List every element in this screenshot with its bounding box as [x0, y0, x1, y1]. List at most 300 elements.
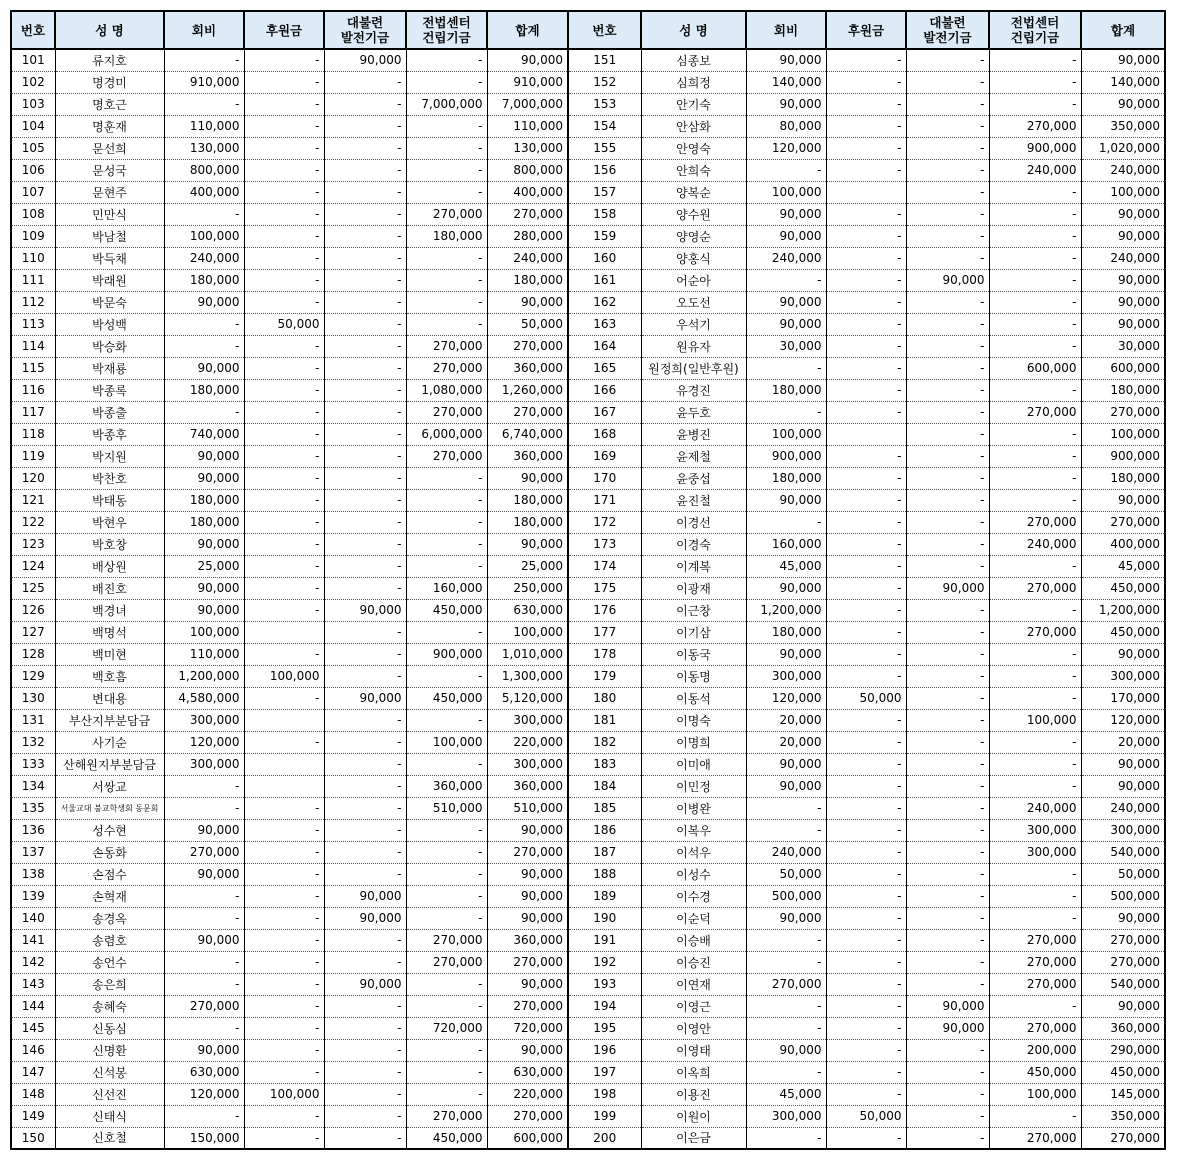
cell-no: 178 — [568, 643, 641, 665]
cell-name: 박종출 — [55, 401, 164, 423]
cell-name: 송언수 — [55, 951, 164, 973]
cell-fund1: - — [324, 511, 406, 533]
header-donation: 후원금 — [826, 11, 906, 49]
cell-total: 145,000 — [1081, 1083, 1165, 1105]
cell-no: 106 — [11, 159, 55, 181]
cell-total: 600,000 — [487, 1127, 568, 1149]
cell-fee: - — [164, 203, 244, 225]
cell-fee: - — [746, 159, 826, 181]
cell-fund1: - — [906, 159, 989, 181]
cell-total: 360,000 — [487, 775, 568, 797]
cell-fee: 90,000 — [746, 49, 826, 71]
cell-donation: - — [244, 357, 324, 379]
cell-no: 157 — [568, 181, 641, 203]
cell-fund2: 450,000 — [406, 1127, 487, 1149]
cell-total: 540,000 — [1081, 973, 1165, 995]
cell-total: 120,000 — [1081, 709, 1165, 731]
cell-donation: - — [826, 1039, 906, 1061]
table-row — [11, 71, 1165, 93]
cell-name: 이동명 — [641, 665, 746, 687]
cell-name: 손혁재 — [55, 885, 164, 907]
cell-fee: 1,200,000 — [164, 665, 244, 687]
cell-fund1: - — [324, 401, 406, 423]
cell-fund2: 450,000 — [989, 1061, 1081, 1083]
cell-fund1: - — [324, 159, 406, 181]
cell-name: 이경선 — [641, 511, 746, 533]
cell-fund1: - — [324, 775, 406, 797]
cell-total: 900,000 — [1081, 445, 1165, 467]
cell-fund1: 90,000 — [324, 885, 406, 907]
cell-fund1: - — [324, 731, 406, 753]
header-fund2 — [989, 11, 1081, 49]
cell-donation: - — [826, 115, 906, 137]
cell-fee: 300,000 — [164, 753, 244, 775]
cell-fund1: - — [906, 775, 989, 797]
cell-total: 100,000 — [1081, 181, 1165, 203]
cell-no: 184 — [568, 775, 641, 797]
cell-fund2: 240,000 — [989, 159, 1081, 181]
cell-donation: - — [826, 445, 906, 467]
cell-fund2: - — [406, 819, 487, 841]
cell-name: 박문숙 — [55, 291, 164, 313]
cell-fee: 180,000 — [164, 511, 244, 533]
cell-fund2: 900,000 — [406, 643, 487, 665]
cell-name: 이성수 — [641, 863, 746, 885]
cell-name: 박래원 — [55, 269, 164, 291]
table-row — [11, 929, 1165, 951]
cell-name: 명경미 — [55, 71, 164, 93]
cell-fund1: - — [906, 1039, 989, 1061]
cell-fund1: - — [906, 137, 989, 159]
cell-fee: 180,000 — [164, 489, 244, 511]
cell-no: 160 — [568, 247, 641, 269]
cell-name: 이계복 — [641, 555, 746, 577]
cell-name: 백호흠 — [55, 665, 164, 687]
cell-fund1: - — [906, 819, 989, 841]
cell-no: 153 — [568, 93, 641, 115]
cell-fee: 120,000 — [746, 687, 826, 709]
cell-fund2: 270,000 — [989, 929, 1081, 951]
cell-fee: 90,000 — [164, 819, 244, 841]
cell-donation: - — [826, 1017, 906, 1039]
cell-fund1: - — [324, 995, 406, 1017]
cell-donation: - — [826, 907, 906, 929]
cell-no: 156 — [568, 159, 641, 181]
cell-fee: - — [164, 973, 244, 995]
cell-no: 190 — [568, 907, 641, 929]
cell-fund1: - — [324, 797, 406, 819]
cell-fund1: - — [906, 687, 989, 709]
cell-no: 113 — [11, 313, 55, 335]
cell-fund1: - — [906, 115, 989, 137]
cell-name: 박재룡 — [55, 357, 164, 379]
cell-name: 이민정 — [641, 775, 746, 797]
table-row — [11, 885, 1165, 907]
cell-total: 510,000 — [487, 797, 568, 819]
cell-fund1: - — [324, 379, 406, 401]
cell-name: 이미애 — [641, 753, 746, 775]
cell-fee: - — [164, 951, 244, 973]
table-row — [11, 93, 1165, 115]
cell-fund1: 90,000 — [324, 599, 406, 621]
cell-total: 110,000 — [487, 115, 568, 137]
cell-fund2: - — [989, 49, 1081, 71]
cell-no: 141 — [11, 929, 55, 951]
cell-fee: 300,000 — [746, 1105, 826, 1127]
cell-fee: 800,000 — [164, 159, 244, 181]
cell-fund2: 510,000 — [406, 797, 487, 819]
cell-fund1: - — [906, 797, 989, 819]
cell-fee: 90,000 — [164, 577, 244, 599]
cell-fund2: - — [406, 621, 487, 643]
cell-fund1: - — [906, 467, 989, 489]
cell-total: 290,000 — [1081, 1039, 1165, 1061]
cell-fee: 20,000 — [746, 731, 826, 753]
cell-total: 90,000 — [487, 291, 568, 313]
table-row — [11, 1061, 1165, 1083]
cell-fund2: - — [406, 1083, 487, 1105]
cell-fee: 110,000 — [164, 643, 244, 665]
cell-total: 100,000 — [487, 621, 568, 643]
header-row — [11, 11, 1165, 49]
cell-donation: - — [244, 291, 324, 313]
cell-no: 173 — [568, 533, 641, 555]
cell-fund2: 270,000 — [406, 929, 487, 951]
cell-no: 179 — [568, 665, 641, 687]
cell-fund1: - — [324, 269, 406, 291]
cell-total: 50,000 — [487, 313, 568, 335]
cell-donation: - — [244, 687, 324, 709]
cell-donation: - — [826, 93, 906, 115]
cell-fund1: - — [906, 621, 989, 643]
cell-fund2: 270,000 — [406, 1105, 487, 1127]
cell-fund1: - — [906, 357, 989, 379]
cell-name: 박승화 — [55, 335, 164, 357]
cell-name: 이병완 — [641, 797, 746, 819]
cell-fee: - — [746, 1061, 826, 1083]
cell-total: 90,000 — [1081, 907, 1165, 929]
cell-total: 90,000 — [487, 467, 568, 489]
cell-total: 270,000 — [487, 1105, 568, 1127]
cell-fee: 100,000 — [746, 181, 826, 203]
cell-fund1: - — [906, 907, 989, 929]
cell-donation: - — [826, 159, 906, 181]
cell-donation: - — [244, 1127, 324, 1149]
cell-fund1: - — [906, 841, 989, 863]
cell-fund1: - — [324, 93, 406, 115]
cell-fund2: - — [406, 533, 487, 555]
cell-total: 90,000 — [1081, 643, 1165, 665]
cell-no: 104 — [11, 115, 55, 137]
table-row — [11, 687, 1165, 709]
cell-fund2: 270,000 — [989, 511, 1081, 533]
cell-name: 산해원지부분담금 — [55, 753, 164, 775]
cell-total: 90,000 — [1081, 753, 1165, 775]
cell-total: 240,000 — [1081, 797, 1165, 819]
cell-name: 신석봉 — [55, 1061, 164, 1083]
cell-name: 신호철 — [55, 1127, 164, 1149]
cell-total: 90,000 — [1081, 291, 1165, 313]
cell-donation: - — [244, 577, 324, 599]
cell-fund1: - — [324, 115, 406, 137]
cell-no: 150 — [11, 1127, 55, 1149]
cell-name: 신동심 — [55, 1017, 164, 1039]
cell-donation — [244, 709, 324, 731]
cell-total: 270,000 — [487, 335, 568, 357]
cell-no: 119 — [11, 445, 55, 467]
cell-fee: 100,000 — [746, 423, 826, 445]
cell-fund2: - — [406, 467, 487, 489]
cell-total: 90,000 — [1081, 49, 1165, 71]
cell-total: 400,000 — [487, 181, 568, 203]
cell-donation: - — [826, 819, 906, 841]
cell-no: 107 — [11, 181, 55, 203]
cell-donation: - — [244, 225, 324, 247]
cell-donation: - — [826, 401, 906, 423]
cell-fund2: - — [989, 313, 1081, 335]
cell-name: 이은금 — [641, 1127, 746, 1149]
cell-fund2: - — [406, 313, 487, 335]
cell-fund1: - — [906, 313, 989, 335]
cell-fee: - — [164, 907, 244, 929]
cell-name: 윤병진 — [641, 423, 746, 445]
cell-fund1: - — [906, 951, 989, 973]
cell-no: 108 — [11, 203, 55, 225]
cell-fee: 1,200,000 — [746, 599, 826, 621]
cell-fund2: - — [406, 489, 487, 511]
header-total: 합계 — [487, 11, 568, 49]
cell-no: 164 — [568, 335, 641, 357]
cell-fund1: 90,000 — [324, 973, 406, 995]
cell-donation: - — [244, 71, 324, 93]
cell-fund2: - — [989, 489, 1081, 511]
cell-fee: 90,000 — [164, 929, 244, 951]
cell-no: 117 — [11, 401, 55, 423]
cell-fee: 80,000 — [746, 115, 826, 137]
cell-donation: - — [826, 775, 906, 797]
cell-total: 450,000 — [1081, 1061, 1165, 1083]
cell-fee: 50,000 — [746, 863, 826, 885]
cell-fund2: - — [406, 1039, 487, 1061]
cell-fund2: - — [406, 115, 487, 137]
cell-fund1: - — [906, 929, 989, 951]
cell-fund2: - — [406, 49, 487, 71]
cell-fee: - — [746, 269, 826, 291]
table-row — [11, 555, 1165, 577]
cell-fund1: - — [906, 423, 989, 445]
cell-total: 300,000 — [487, 709, 568, 731]
cell-no: 112 — [11, 291, 55, 313]
cell-no: 175 — [568, 577, 641, 599]
cell-donation: - — [826, 841, 906, 863]
cell-fund2: - — [989, 335, 1081, 357]
cell-fee: 180,000 — [164, 379, 244, 401]
cell-fund2: - — [989, 995, 1081, 1017]
cell-total: 270,000 — [1081, 1127, 1165, 1149]
table-row — [11, 577, 1165, 599]
cell-no: 147 — [11, 1061, 55, 1083]
cell-no: 161 — [568, 269, 641, 291]
table-body — [11, 49, 1165, 1149]
cell-fee: 90,000 — [746, 489, 826, 511]
cell-fee: 30,000 — [746, 335, 826, 357]
cell-fund2: - — [989, 379, 1081, 401]
table-row — [11, 643, 1165, 665]
cell-fee: 20,000 — [746, 709, 826, 731]
header-total: 합계 — [1081, 11, 1165, 49]
cell-name: 이원이 — [641, 1105, 746, 1127]
cell-total: 720,000 — [487, 1017, 568, 1039]
cell-fee: 150,000 — [164, 1127, 244, 1149]
cell-fee: 270,000 — [164, 841, 244, 863]
cell-no: 166 — [568, 379, 641, 401]
cell-name: 안기숙 — [641, 93, 746, 115]
cell-fee: 300,000 — [746, 665, 826, 687]
cell-fee: - — [164, 93, 244, 115]
cell-fee: - — [746, 1017, 826, 1039]
cell-donation: - — [244, 511, 324, 533]
cell-total: 90,000 — [487, 885, 568, 907]
cell-donation: - — [826, 357, 906, 379]
cell-fee: 90,000 — [164, 599, 244, 621]
cell-no: 194 — [568, 995, 641, 1017]
cell-fund1: 90,000 — [324, 907, 406, 929]
cell-fee: 90,000 — [164, 357, 244, 379]
cell-name: 이석우 — [641, 841, 746, 863]
cell-fee: 90,000 — [164, 445, 244, 467]
cell-name: 이경숙 — [641, 533, 746, 555]
cell-donation: - — [244, 797, 324, 819]
cell-total: 90,000 — [1081, 203, 1165, 225]
cell-fee: - — [746, 995, 826, 1017]
table-row — [11, 797, 1165, 819]
cell-fund1: - — [906, 511, 989, 533]
cell-no: 111 — [11, 269, 55, 291]
cell-total: 540,000 — [1081, 841, 1165, 863]
cell-name: 송렴호 — [55, 929, 164, 951]
cell-no: 149 — [11, 1105, 55, 1127]
cell-no: 182 — [568, 731, 641, 753]
table-row — [11, 225, 1165, 247]
cell-donation: - — [244, 819, 324, 841]
table-row — [11, 995, 1165, 1017]
cell-name: 박태동 — [55, 489, 164, 511]
cell-fund2: - — [989, 775, 1081, 797]
cell-fund2: 360,000 — [406, 775, 487, 797]
cell-total: 25,000 — [487, 555, 568, 577]
cell-name: 양수원 — [641, 203, 746, 225]
cell-name: 류지호 — [55, 49, 164, 71]
cell-fund1: - — [324, 467, 406, 489]
cell-no: 195 — [568, 1017, 641, 1039]
cell-fee: 90,000 — [746, 775, 826, 797]
cell-donation: - — [244, 1061, 324, 1083]
cell-donation: - — [244, 555, 324, 577]
cell-fund2: 270,000 — [406, 203, 487, 225]
cell-no: 146 — [11, 1039, 55, 1061]
cell-fund2: - — [989, 467, 1081, 489]
table-row — [11, 137, 1165, 159]
cell-fund2: - — [989, 181, 1081, 203]
cell-fee: 740,000 — [164, 423, 244, 445]
cell-fee: 90,000 — [746, 577, 826, 599]
cell-no: 186 — [568, 819, 641, 841]
header-fund2-line2: 건립기금 — [422, 30, 471, 45]
cell-name: 백경녀 — [55, 599, 164, 621]
cell-total: 45,000 — [1081, 555, 1165, 577]
cell-donation: - — [244, 401, 324, 423]
cell-fund1: 90,000 — [906, 1017, 989, 1039]
cell-no: 136 — [11, 819, 55, 841]
cell-donation — [244, 753, 324, 775]
cell-total: 1,260,000 — [487, 379, 568, 401]
cell-donation: - — [826, 709, 906, 731]
cell-fee: 910,000 — [164, 71, 244, 93]
table-row — [11, 401, 1165, 423]
cell-no: 159 — [568, 225, 641, 247]
cell-no: 137 — [11, 841, 55, 863]
cell-fee: 630,000 — [164, 1061, 244, 1083]
cell-total: 270,000 — [487, 203, 568, 225]
cell-donation: - — [244, 247, 324, 269]
cell-donation: - — [244, 863, 324, 885]
cell-name: 윤제철 — [641, 445, 746, 467]
cell-donation: - — [244, 379, 324, 401]
cell-fund1: - — [324, 1105, 406, 1127]
cell-fund1: - — [324, 929, 406, 951]
cell-donation: 50,000 — [826, 1105, 906, 1127]
cell-fund1: - — [324, 555, 406, 577]
table-row — [11, 269, 1165, 291]
table-row — [11, 1039, 1165, 1061]
cell-fund1: 90,000 — [906, 577, 989, 599]
cell-no: 169 — [568, 445, 641, 467]
cell-donation: - — [826, 577, 906, 599]
cell-name: 유경진 — [641, 379, 746, 401]
cell-fund2: - — [989, 423, 1081, 445]
cell-name: 백미현 — [55, 643, 164, 665]
cell-name: 심종보 — [641, 49, 746, 71]
cell-total: 180,000 — [487, 511, 568, 533]
cell-donation: - — [826, 379, 906, 401]
cell-no: 122 — [11, 511, 55, 533]
cell-total: 360,000 — [487, 929, 568, 951]
cell-fee: - — [746, 1127, 826, 1149]
cell-fee: - — [164, 885, 244, 907]
header-fund2-line1: 전법센터 — [422, 15, 471, 30]
cell-fund2: - — [989, 1105, 1081, 1127]
cell-fund2: - — [406, 555, 487, 577]
cell-fund1: - — [324, 71, 406, 93]
cell-total: 130,000 — [487, 137, 568, 159]
cell-total: 240,000 — [1081, 159, 1165, 181]
cell-fund2: - — [406, 863, 487, 885]
cell-donation: - — [826, 49, 906, 71]
cell-donation: 50,000 — [826, 687, 906, 709]
header-fund2 — [406, 11, 487, 49]
cell-fund2: 300,000 — [989, 819, 1081, 841]
cell-donation: - — [826, 269, 906, 291]
cell-total: 90,000 — [1081, 225, 1165, 247]
cell-fund1: - — [906, 1127, 989, 1149]
cell-fund1: - — [324, 247, 406, 269]
cell-name: 이기삼 — [641, 621, 746, 643]
cell-fund2: 270,000 — [406, 951, 487, 973]
cell-fund1: 90,000 — [324, 49, 406, 71]
cell-donation: - — [826, 863, 906, 885]
cell-fund2: - — [406, 995, 487, 1017]
cell-name: 백명석 — [55, 621, 164, 643]
